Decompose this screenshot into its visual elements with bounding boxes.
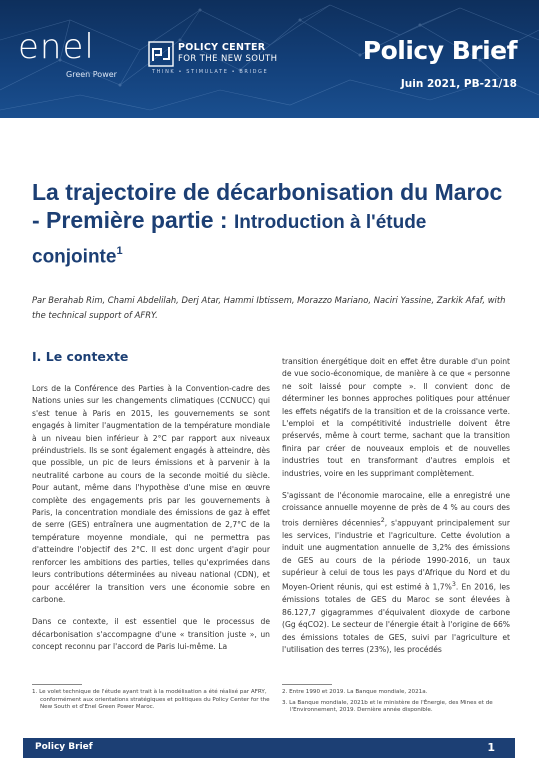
policy-center-mark-icon [148,41,174,67]
footnotes-left [32,689,270,715]
paragraph-text: , s'appuyant principalement sur les services, l'industrie et l'agriculture. Cette évolution a induit une augmentation annuelle de 3,2% des émissions de GES au cours de la période 1990-2016, un taux supérieur à celui de tous les pays d'Afrique du Nord et du Moyen-Orient réunis, qui est estimé à 1,7% [282,518,510,592]
title-main: La trajectoire de décarbonisation du Maroc - Première partie : [32,179,503,233]
policy-brief-title: Policy Brief [362,36,517,65]
footnote-divider [282,684,332,685]
policy-center-subname: FOR THE NEW SOUTH [178,54,278,64]
footnote-divider [32,684,82,685]
paragraph-text: . En 2016, les émissions totales de GES du Maroc se sont élevées à 86.127,7 gigagrammes d'équivalent dioxyde de carbone (Gg éqCO2). Le secteur de l'énergie était à l'origine de 66% des émissions totales de GES, suivi par l'agriculture et l'utilisation des terres (23%), les procédés [282,582,510,654]
enel-logo: enel [18,27,95,67]
paragraph-text: S'agissant de l'économie marocaine, elle a enregistré une croissance annuelle moyenne de près de 4 % au cours des trois dernières décennies [282,491,510,528]
footnote: 1. Le volet technique de l'étude ayant trait à la modélisation a été réalisé par AFRY, conformément aux orientations stratégiques et politiques du Policy Center for the New South et d'Enel Green Power Maroc. [32,689,270,711]
paragraph [282,490,510,656]
policy-center-tagline: THINK • STIMULATE • BRIDGE [152,69,269,75]
section-heading: I. Le contexte [32,349,129,364]
footnote: 3. La Banque mondiale, 2021b et le ministère de l'Énergie, des Mines et de l'Environnement, 2019. Dernière année disponible. [282,699,493,714]
policy-center-logo [148,38,276,78]
left-column [32,383,270,664]
footnote: 2. Entre 1990 et 2019. La Banque mondiale, 2021a. [282,689,428,695]
right-column [282,356,510,666]
footer-label: Policy Brief [35,742,93,752]
paragraph: Dans ce contexte, il est essentiel que le processus de décarbonisation s'accompagne d'une « transition juste », un concept reconnu par l'accord de Paris lui-même. La [32,617,270,652]
policy-brief-date: Juin 2021, PB-21/18 [400,78,517,90]
enel-green-power-label: Green Power [66,70,117,79]
header-banner [0,0,539,118]
page-footer [23,738,515,758]
page-number: 1 [487,741,495,754]
policy-center-name: POLICY CENTER [178,42,266,53]
document-title [32,178,512,272]
authors-line: Par Berahab Rim, Chami Abdelilah, Derj Atar, Hammi Ibtissem, Morazzo Mariano, Naciri Yassine, Zarkik Afaf, with the technical support of AFRY. [32,295,506,320]
title-sub: Introduction à l'étude conjointe [32,212,427,268]
footnotes-right [282,689,510,718]
footnote-marker: 2 [380,516,385,524]
footnote-marker: 3 [451,581,456,589]
paragraph: Lors de la Conférence des Parties à la Convention-cadre des Nations unies sur les changements climatiques (CCNUCC) qui s'est tenue à Paris en 2015, les gouvernements se sont engagés à limiter l'augmentation de la température mondiale à un niveau bien inférieur à 2°C par rapport aux niveaux préindustriels. Ils se sont également engagés à atteindre, dès que possible, un pic de leurs émissions et à parvenir à la neutralité carbone au cours de la seconde moitié du siècle. Pour autant, même dans l'hypothèse d'une mise en œuvre complète des engagements pris par les gouvernements à Paris, la concentration mondiale des émissions de gaz à effet de serre (GES) entraînera une augmentation de 2,7°C de la température moyenne mondiale, qui ne permettra pas d'atteindre l'objectif des 2°C. Il est donc urgent d'agir pour renforcer les ambitions des parties, telles qu'exprimées dans leurs contributions déterminées au niveau national (CDN), et pour accélérer la transition vers une économie sobre en carbone. [32,384,270,604]
title-footnote-marker: 1 [116,245,123,257]
paragraph: transition énergétique doit en effet être durable d'un point de vue socio-économique, de manière à ce que « personne ne soit laissé pour compte ». Il convient donc de déterminer les bonnes approches politiques pour atténuer les effets négatifs de la transition et de la croissance verte. L'emploi et la compétitivité industrielle doivent être préservés, même à court terme, sachant que la transition finira par créer de nouveaux emplois et de nouvelles industries tout en transformant d'autres emplois et industries, voire en les supprimant complètement. [282,357,510,478]
